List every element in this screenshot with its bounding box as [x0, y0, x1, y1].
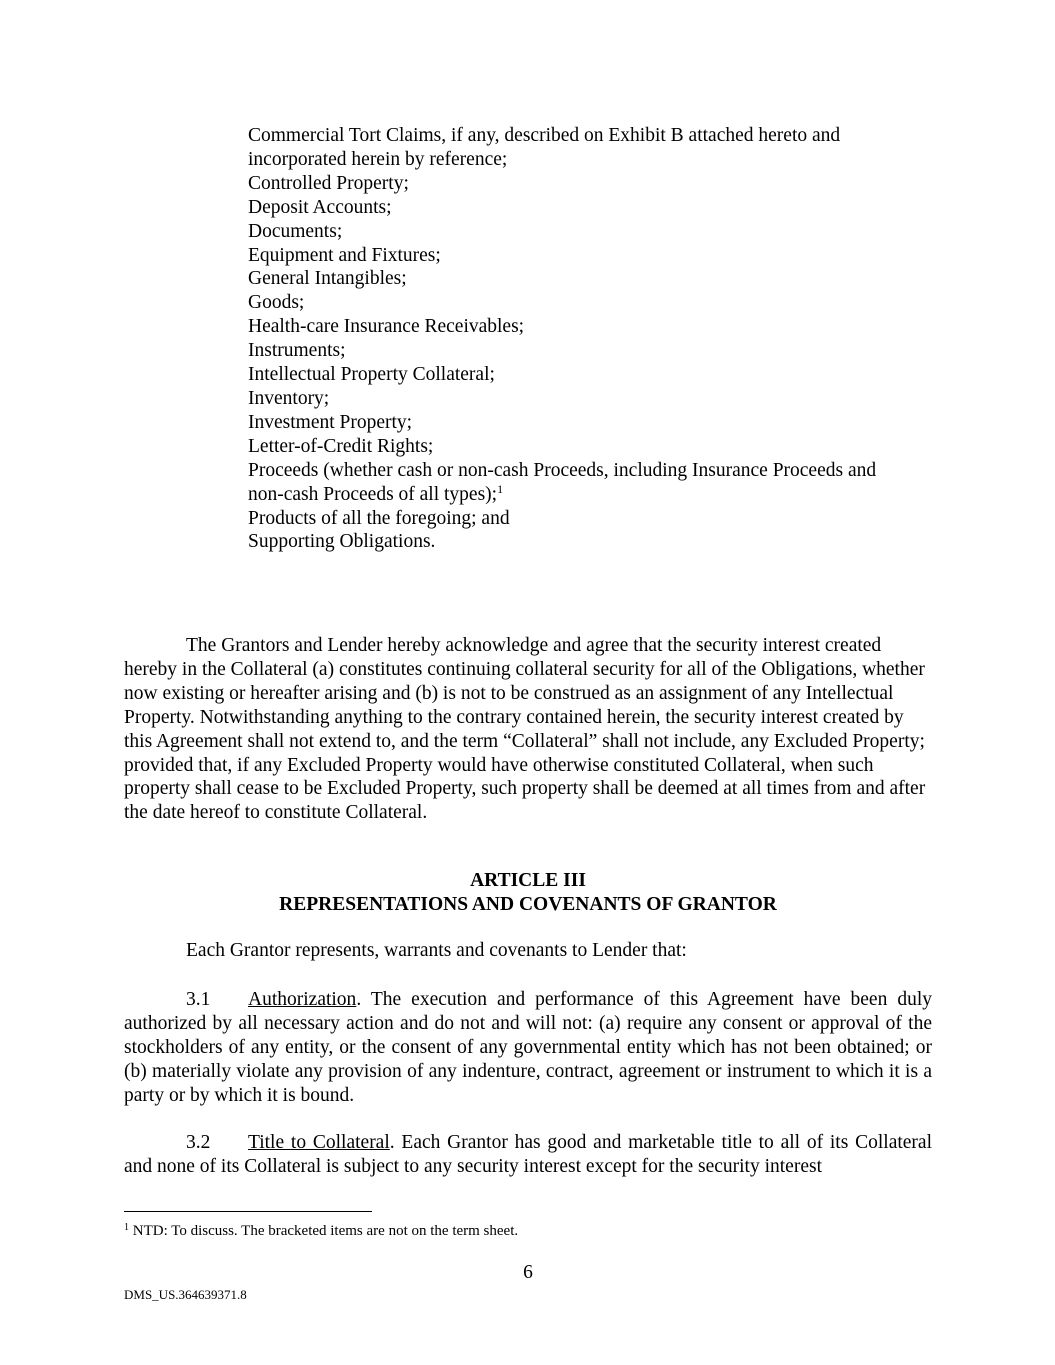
acknowledgment-paragraph: [124, 634, 932, 825]
collateral-item: Health-care Insurance Receivables;: [248, 316, 525, 338]
article-intro: [124, 939, 932, 963]
article-intro-text: Each Grantor represents, warrants and covenants to Lender that:: [186, 940, 687, 961]
footnote-separator: [124, 1211, 372, 1212]
section-text: . Each Grantor has good and marketable title to all of its Collateral and none of its Collateral is subject to any security interest except for the security interest: [124, 1132, 932, 1177]
collateral-item: Letter-of-Credit Rights;: [248, 435, 434, 457]
acknowledgment-text: The Grantors and Lender hereby acknowledge and agree that the security interest created hereby in the Collateral (a) constitutes continuing collateral security for all of the Obligations, whether now existing or hereafter arising and (b) is not to be construed as an assignment of any Intellectual Property. Notwithstanding anything to the contrary contained herein, the security interest created by this Agreement shall not extend to, and the term “Collateral” shall not include, any Excluded Property; provided that, if any Excluded Property would have otherwise constituted Collateral, when such property shall cease to be Excluded Property, such property shall be deemed at all times from and after the date hereof to constitute Collateral.: [124, 635, 926, 824]
collateral-item: Proceeds (whether cash or non-cash Proceeds, including Insurance Proceeds and: [248, 459, 877, 481]
collateral-item-text: non-cash Proceeds of all types);: [248, 483, 498, 505]
collateral-item: Instruments;: [248, 340, 346, 362]
footnote-text: NTD: To discuss. The bracketed items are not on the term sheet.: [132, 1223, 519, 1239]
page-number: 6: [523, 1262, 533, 1283]
collateral-item: incorporated herein by reference;: [248, 148, 508, 170]
article-number: ARTICLE III: [470, 870, 586, 891]
collateral-item: Inventory;: [248, 387, 330, 409]
section-title: Authorization: [248, 989, 357, 1010]
article-title: REPRESENTATIONS AND COVENANTS OF GRANTOR: [279, 893, 777, 915]
collateral-item: Goods;: [248, 292, 305, 314]
footnote-marker: 1: [124, 1222, 129, 1233]
footnote: [124, 1221, 932, 1241]
collateral-item: Products of all the foregoing; and: [248, 507, 510, 529]
collateral-item: Investment Property;: [248, 411, 413, 433]
footnote-reference[interactable]: 1: [497, 481, 504, 496]
section-title: Title to Collateral: [248, 1132, 390, 1153]
collateral-list: [248, 124, 938, 554]
section-number: 3.2: [186, 1132, 211, 1153]
document-id: DMS_US.364639371.8: [124, 1287, 247, 1302]
collateral-item: Commercial Tort Claims, if any, described on Exhibit B attached hereto and: [248, 125, 841, 146]
collateral-item: Intellectual Property Collateral;: [248, 364, 495, 386]
section-text: . The execution and performance of this Agreement have been duly authorized by all necessary action and do not and will not: (a) require any consent or approval of the stockholders of any entity, or the consent of any governmental entity which has not been obtained; or (b) materially violate any provision of any indenture, contract, agreement or instrument to which it is a party or by which it is bound.: [124, 989, 932, 1106]
collateral-item: Deposit Accounts;: [248, 196, 392, 218]
article-heading: [124, 869, 932, 917]
collateral-item-with-footnote: [248, 483, 938, 507]
section-3-1: [124, 988, 932, 1108]
collateral-item: Controlled Property;: [248, 172, 409, 194]
section-number: 3.1: [186, 989, 211, 1010]
section-3-2: [124, 1131, 932, 1179]
collateral-item: Supporting Obligations.: [248, 531, 436, 553]
collateral-item: General Intangibles;: [248, 268, 407, 290]
collateral-item: Documents;: [248, 220, 343, 242]
collateral-item: Equipment and Fixtures;: [248, 244, 441, 266]
